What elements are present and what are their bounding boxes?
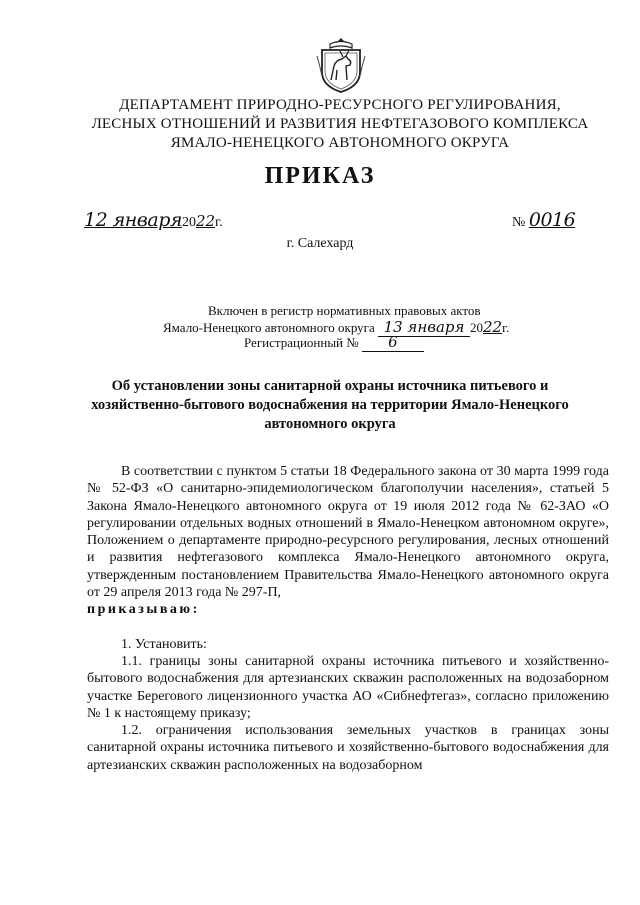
item-1: 1. Установить: <box>121 636 207 652</box>
document-type-title: ПРИКАЗ <box>264 163 376 189</box>
registration-number-label: Регистрационный № <box>244 335 359 350</box>
registry-handwritten-date: 13 января <box>383 318 465 336</box>
registry-line-1: Включен в регистр нормативных правовых актов <box>208 303 481 318</box>
department-line-2: ЛЕСНЫХ ОТНОШЕНИЙ И РАЗВИТИЯ НЕФТЕГАЗОВОГО КОМПЛЕКСА <box>91 116 589 132</box>
city-line: г. Салехард <box>286 236 354 251</box>
department-line-3: ЯМАЛО-НЕНЕЦКОГО АВТОНОМНОГО ОКРУГА <box>170 135 510 151</box>
registry-handwritten-year: 22 <box>483 318 503 336</box>
order-body <box>87 463 609 774</box>
registry-year-prefix: 20 <box>470 320 484 335</box>
order-subject: Об установлении зоны санитарной охраны источника питьевого и хозяйственно-бытового водоснабжения на территории Ямало-Ненецкого автономного округа <box>91 378 569 432</box>
order-date <box>84 209 223 231</box>
yamal-coat-of-arms-icon <box>316 36 366 94</box>
handwritten-number: 0016 <box>528 209 576 231</box>
item-1-1: 1.1. границы зоны санитарной охраны источника питьевого и хозяйственно-бытового водоснабжения для артезианских скважин расположенных на водозаборном участке Берегового лицензионного участка АО «Сибнефтегаз», согласно приложению № 1 к настоящему приказу; <box>87 653 609 721</box>
department-line-1: ДЕПАРТАМЕНТ ПРИРОДНО-РЕСУРСНОГО РЕГУЛИРОВАНИЯ, <box>119 97 561 113</box>
department-name <box>70 96 610 153</box>
year-prefix: 20 <box>181 215 196 230</box>
handwritten-year: 22 <box>195 212 216 230</box>
item-1-2: 1.2. ограничения использования земельных участков в границах зоны санитарной охраны источника питьевого и хозяйственно-бытового водоснабжения для артезианских скважин расположенных на водозаборном <box>87 723 609 773</box>
handwritten-date: 12 января <box>84 209 182 231</box>
preamble-paragraph <box>87 463 609 619</box>
year-suffix: г. <box>215 215 223 230</box>
number-label: № <box>512 215 526 230</box>
registry-region: Ямало-Ненецкого автономного округа <box>163 320 375 335</box>
registration-number: 6 <box>388 333 398 351</box>
order-keyword: приказываю: <box>87 602 200 618</box>
registry-line-3 <box>244 333 424 352</box>
preamble-text: В соответствии с пунктом 5 статьи 18 Федерального закона от 30 марта 1999 года № 52-ФЗ «О санитарно-эпидемиологическом благополучии населения», статьей 5 Закона Ямало-Ненецкого автономного округа от 19 июля 2012 года № 62-ЗАО «О регулировании отдельных водных отношений в Ямало-Ненецком автономном округе», Положением о департаменте природно-ресурсного регулирования, лесных отношений и развития нефтегазового комплекса Ямало-Ненецкого автономного округа, утвержденным постановлением Правительства Ямало-Ненецкого автономного округа от 29 апреля 2013 года № 297-П, <box>87 464 609 601</box>
order-number <box>512 209 575 231</box>
registry-year-suffix: г. <box>502 320 510 335</box>
